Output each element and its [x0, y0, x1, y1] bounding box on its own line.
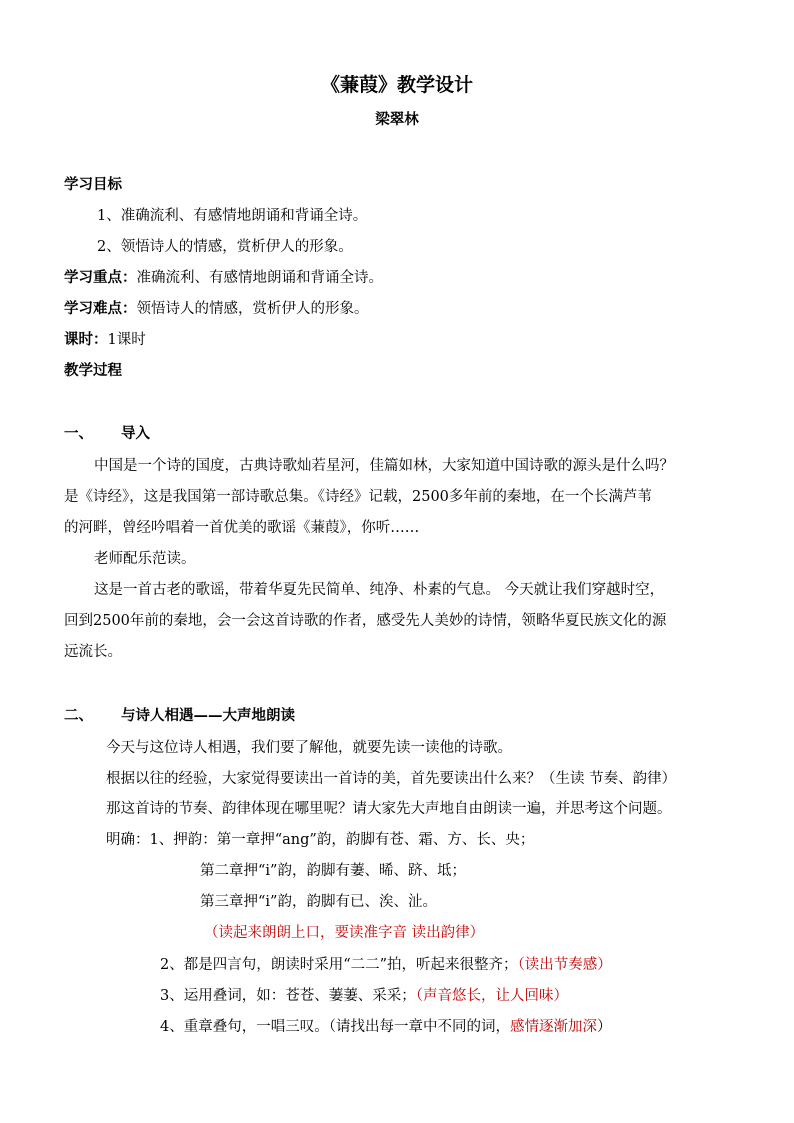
section1-paragraph-line: 中国是一个诗的国度，古典诗歌灿若星河，佳篇如林，大家知道中国诗歌的源头是什么吗？ [94, 458, 674, 474]
section2-title: 与诗人相遇——大声地朗读 [121, 707, 295, 724]
item-3-text: 3、运用叠词，如：苍苍、萋萋、采采； [160, 988, 416, 1004]
section1-paragraph-line: 这是一首古老的歌谣，带着华夏先民简单、纯净、朴素的气息。 今天就让我们穿越时空， [94, 582, 665, 598]
difficulty [64, 299, 369, 319]
section1-paragraph-line: 远流长。 [64, 644, 122, 660]
key-point-text: 准确流利、有感情地朗诵和背诵全诗。 [136, 270, 383, 286]
item-4-red: 感情逐渐加深 [509, 1019, 597, 1035]
item-4-text: 4、重章叠句，一唱三叹。（请找出每一章中不同的词， [160, 1019, 510, 1035]
section2-line: 根据以往的经验，大家觉得要读出一首诗的美，首先要读出什么来？（生读 节奏、韵律） [106, 771, 677, 787]
section2-line: 第三章押“i”韵，韵脚有已、涘、沚。 [200, 894, 437, 910]
section2-line: 那这首诗的节奏、韵律体现在哪里呢？请大家先大声地自由朗读一遍，并思考这个问题。 [106, 801, 672, 817]
section2-number: 二、 [64, 707, 93, 724]
section1-paragraph-line: 老师配乐范读。 [94, 551, 196, 567]
key-point-label: 学习重点： [64, 269, 137, 286]
section1-paragraph-line: 的河畔，曾经吟唱着一首优美的歌谣《蒹葭》，你听…… [64, 520, 420, 536]
objective-item: 1、准确流利、有感情地朗诵和背诵全诗。 [97, 208, 368, 224]
difficulty-text: 领悟诗人的情感，赏析伊人的形象。 [136, 301, 369, 317]
item-2-text: 2、都是四言句，朗读时采用“二二”拍，听起来很整齐； [160, 957, 518, 973]
objectives-heading: 学习目标 [64, 176, 122, 193]
section2-line: 今天与这位诗人相遇，我们要了解他，就要先读一读他的诗歌。 [106, 740, 512, 756]
key-point [64, 268, 383, 288]
section2-red-note: （读起来朗朗上口，要读准字音 读出韵律） [204, 925, 485, 941]
section1-number: 一、 [64, 425, 93, 442]
process-heading: 教学过程 [64, 362, 122, 379]
section1-paragraph-line: 回到2500年前的秦地，会一会这首诗歌的作者，感受先人美妙的诗情，领略华夏民族文化的源 [64, 613, 667, 629]
section2-item-4 [160, 1017, 611, 1037]
section2-line: 第二章押“i”韵，韵脚有萋、晞、跻、坻； [200, 863, 466, 879]
section2-item-2 [160, 955, 612, 975]
difficulty-label: 学习难点： [64, 300, 137, 317]
class-hours [64, 330, 146, 350]
item-3-red: （声音悠长，让人回味） [415, 988, 568, 1004]
class-hours-label: 课时： [64, 331, 108, 348]
class-hours-text: 1课时 [107, 332, 146, 348]
section1-paragraph-line: 是《诗经》，这是我国第一部诗歌总集。《诗经》记载，2500多年前的秦地，在一个长满芦苇 [64, 489, 652, 505]
section1-title: 导入 [121, 425, 150, 442]
section2-line: 明确：1、押韵：第一章押“ang”韵，韵脚有苍、霜、方、长、央； [106, 832, 535, 848]
item-2-red: （读出节奏感） [517, 957, 612, 973]
document-title: 《蒹葭》教学设计 [320, 74, 473, 96]
document-author: 梁翠林 [375, 111, 419, 128]
item-4-close: ） [596, 1019, 612, 1035]
objective-item: 2、领悟诗人的情感，赏析伊人的形象。 [97, 239, 353, 255]
section2-item-3 [160, 986, 568, 1006]
